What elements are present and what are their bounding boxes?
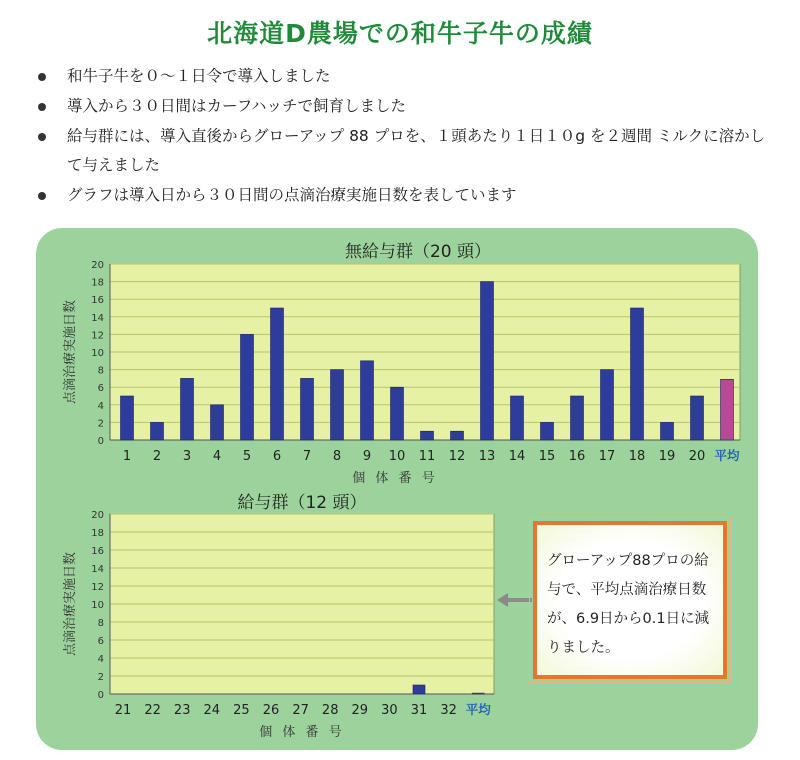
y-tick-label: 14 [91,312,104,324]
y-tick-label: 16 [91,546,104,557]
y-tick-label: 20 [91,510,104,521]
x-tick-label: 17 [598,449,616,464]
y-tick-label: 8 [97,618,104,629]
x-tick-label: 8 [332,449,342,464]
bar [241,334,254,440]
x-tick-label: 29 [351,703,369,718]
x-tick-label: 30 [381,703,398,718]
x-tick-label: 13 [478,449,496,464]
y-tick-label: 10 [91,600,104,611]
callout-text: グローアップ88プロの給与で、平均点滴治療日数が、6.9日から0.1日に減りました。 [547,553,710,656]
y-tick-label: 2 [97,672,104,683]
y-tick-label: 18 [91,528,104,539]
bar [541,422,554,440]
x-tick-label: 2 [152,449,162,464]
bar-average [472,693,484,694]
callout-arrow-icon [497,593,508,607]
result-callout [533,521,727,679]
x-tick-label: 19 [658,449,676,464]
x-tick-label: 28 [321,703,339,718]
y-tick-label: 6 [97,636,104,647]
x-tick-label: 16 [568,449,586,464]
x-tick-label: 32 [440,703,457,718]
bar [271,308,284,440]
bar [691,396,704,440]
bullet-text: 和牛子牛を０～１日令で導入しました [67,67,331,85]
y-tick-label: 2 [97,418,104,430]
y-tick-label: 0 [97,436,104,447]
x-tick-label: 18 [628,449,646,464]
page-title: 北海道D農場での和牛子牛の成績 [207,19,593,48]
x-tick-label: 1 [122,449,132,464]
bar [361,361,374,440]
bar [413,685,425,694]
y-tick-label: 6 [97,383,104,395]
x-tick-label: 9 [362,449,372,464]
y-axis-label: 点滴治療実施日数 [63,551,78,657]
x-tick-label: 11 [418,449,436,464]
y-tick-label: 16 [91,295,104,307]
x-tick-label: 14 [508,449,526,464]
bar [181,378,194,440]
bar [151,422,164,440]
x-tick-label: 26 [262,703,280,718]
x-tick-label: 20 [688,449,706,464]
y-tick-label: 18 [91,277,104,289]
y-tick-label: 10 [91,348,104,359]
bar [121,396,134,440]
bar [421,431,434,440]
bar [511,396,524,440]
x-tick-label: 22 [144,703,161,718]
x-tick-label: 7 [302,449,312,464]
x-tick-label: 31 [410,703,428,718]
y-tick-label: 12 [91,330,104,342]
x-tick-label: 12 [448,449,466,464]
x-tick-label: 23 [173,703,191,718]
bar [661,422,674,440]
bar [631,308,644,440]
x-tick-label: 15 [538,449,556,464]
y-tick-label: 14 [91,564,104,575]
y-tick-label: 4 [97,654,104,665]
x-tick-label-average: 平均 [714,448,740,463]
x-tick-label: 21 [114,703,132,718]
y-tick-label: 12 [91,582,104,593]
chart-title: 給与群（12 頭） [237,493,367,513]
y-axis-label: 点滴治療実施日数 [63,299,78,405]
bullet-text: 導入から３０日間はカーフハッチで飼育しました [67,97,406,115]
y-tick-label: 0 [97,690,104,701]
bullet-text: グラフは導入日から３０日間の点滴治療実施日数を表しています [67,186,517,204]
bar [301,378,314,440]
x-tick-label: 27 [292,703,309,718]
bullet-text: 給与群には、導入直後からグローアップ 88 プロを、１頭あたり１日１０g を２週間 ミルクに溶かして与えました [67,127,766,174]
x-tick-label-average: 平均 [465,702,491,717]
x-tick-label: 3 [182,449,192,464]
x-axis-label: 個 体 番 号 [352,471,438,486]
bar [211,405,224,440]
x-tick-label: 5 [242,449,252,464]
x-tick-label: 6 [272,449,282,464]
y-tick-label: 4 [97,400,104,412]
bar-average [721,379,734,440]
x-tick-label: 4 [212,449,222,464]
bar [571,396,584,440]
y-tick-label: 20 [91,260,104,271]
bar [481,282,494,440]
x-tick-label: 24 [203,703,221,718]
x-axis-label: 個 体 番 号 [259,725,345,740]
bar [391,387,404,440]
x-tick-label: 25 [233,703,250,718]
bar [331,370,344,440]
x-tick-label: 10 [388,449,406,464]
bar [451,431,464,440]
bar [601,370,614,440]
y-tick-label: 8 [97,365,104,377]
chart-title: 無給与群（20 頭） [344,242,492,262]
